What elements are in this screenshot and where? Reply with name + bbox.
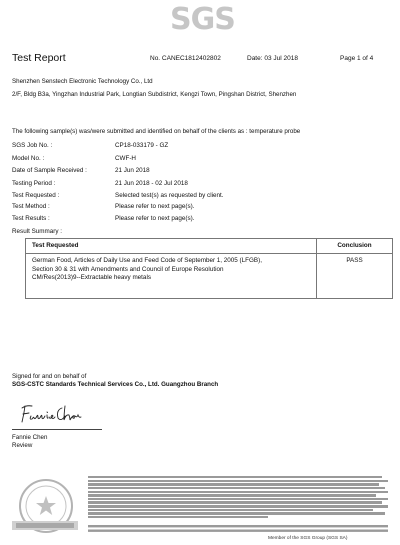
field-label: Model No. : (12, 155, 45, 162)
signature-line (12, 429, 102, 430)
field-label: SGS Job No. : (12, 142, 53, 149)
terms-and-conditions-block (88, 476, 388, 524)
requested-line: Section 30 & 31 with Amendments and Council of Europe Resolution (32, 265, 224, 273)
signoff-organization: SGS-CSTC Standards Technical Services Co., Ltd. Guangzhou Branch (12, 381, 219, 388)
signatory-role: Review (12, 442, 33, 449)
signoff-line: Signed for and on behalf of (12, 373, 87, 380)
footer-address-lines (88, 524, 388, 534)
group-membership: Member of the SGS Group (SGS SA) (268, 536, 348, 541)
handwritten-signature (18, 402, 84, 426)
client-company: Shenzhen Senstech Electronic Technology Co., Ltd (12, 78, 153, 85)
column-header-test-requested: Test Requested (26, 239, 317, 254)
client-address: 2/F, Bldg B3a, Yingzhan Industrial Park, Longtian Subdistrict, Kengzi Town, Pingshan District, Shenzhen (12, 91, 297, 98)
field-value: Selected test(s) as requested by client. (115, 192, 224, 199)
field-label: Testing Period : (12, 180, 56, 187)
signatory-name: Fannie Chen (12, 434, 48, 441)
field-value: CP18-033179 - GZ (115, 142, 169, 149)
conclusion-cell (317, 254, 393, 299)
field-value: 21 Jun 2018 (115, 167, 150, 174)
logo-header (0, 0, 400, 40)
field-label: Test Method : (12, 203, 50, 210)
page-indicator: Page 1 of 4 (340, 55, 374, 62)
field-value: Please refer to next page(s). (115, 215, 195, 222)
field-value: CWF-H (115, 155, 136, 162)
requested-line: German Food, Articles of Daily Use and Feed Code of September 1, 2005 (LFGB), (32, 257, 262, 264)
field-value: Please refer to next page(s). (115, 203, 195, 210)
field-label: Test Requested : (12, 192, 60, 199)
field-value: 21 Jun 2018 - 02 Jul 2018 (115, 180, 188, 187)
requested-line: CM/Res(2013)9--Extractable heavy metals (32, 274, 151, 281)
intro-statement: The following sample(s) was/were submitted and identified on behalf of the clients as : temperature probe (12, 128, 301, 135)
report-title: Test Report (12, 52, 66, 64)
column-header-conclusion: Conclusion (317, 239, 393, 254)
company-seal (10, 477, 80, 535)
field-label: Test Results : (12, 215, 50, 222)
field-label: Date of Sample Received : (12, 167, 87, 174)
result-summary-table (25, 238, 393, 299)
table-row (26, 254, 393, 299)
result-summary-label: Result Summary : (12, 228, 63, 235)
table-header-row (26, 239, 393, 254)
conclusion-value: PASS (346, 257, 363, 264)
report-number: No. CANEC1812402802 (150, 55, 221, 62)
sgs-logo: SGS (170, 2, 235, 37)
report-date: Date: 03 Jul 2018 (247, 55, 298, 62)
test-requested-cell (26, 254, 317, 299)
